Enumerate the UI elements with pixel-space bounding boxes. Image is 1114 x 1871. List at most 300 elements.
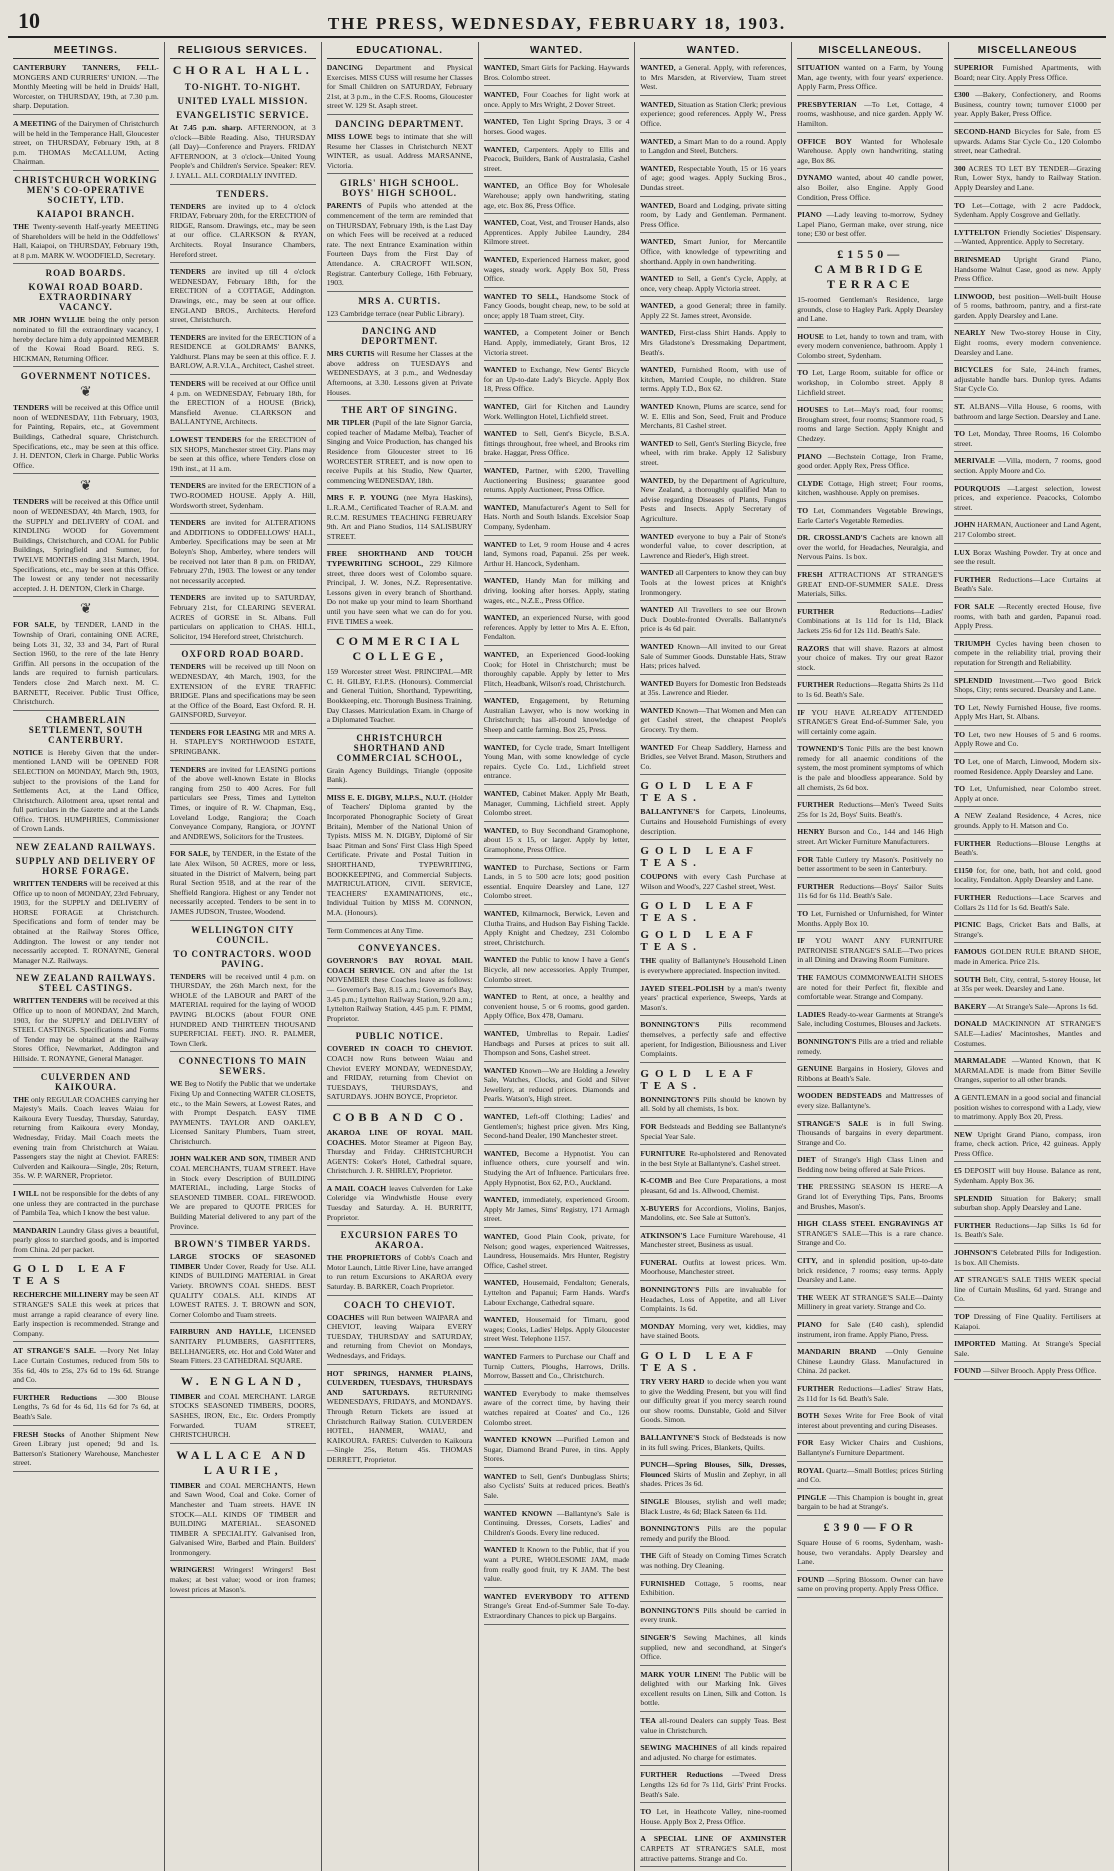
- divider: [484, 858, 630, 859]
- divider: [484, 571, 630, 572]
- advertisement: [797, 452, 943, 471]
- advertisement-lead: PUNCH—Spring Blouses, Silk, Dresses, Flounced: [640, 1460, 787, 1479]
- advertisement-text: and COAL MERCHANTS, Hewn and Sawn Wood, Coal and Coke. Corner of Manchester and Tuam streets. HAVE IN STOCK—ALL KINDS OF TIMBER and BUILDING MATERIAL. SEASONED TIMBER A SPECIALITY. Galvanised Iron, Galvanised Wire, Barbed and Plain. Builders' Ironmongery.: [169, 1480, 316, 1557]
- advertisement-text: FAMOUS COMMONWEALTH SHOES are noted for their Perfect fit, flexible and comfortable wear. Strange and Company.: [797, 972, 944, 1002]
- divider: [640, 894, 786, 895]
- divider: [170, 476, 316, 477]
- divider: [797, 1570, 943, 1571]
- advertisement-lead: A SPECIAL LINE OF AXMINSTER: [640, 1834, 787, 1844]
- advertisement-text: all-round Dealers can supply Teas. Best value in Christchurch.: [640, 1716, 787, 1735]
- advertisement-lead: DIET: [797, 1155, 816, 1165]
- divider: [797, 1251, 943, 1252]
- advertisement-text: —Recently erected House, five rooms, with bath and garden, Papanui road. Apply Press.: [954, 601, 1101, 631]
- advertisement-text: quality of Ballantyne's Household Linen is everywhere appreciated. Inspection invited.: [640, 956, 787, 975]
- divider: [640, 1738, 786, 1739]
- advertisement-text: Reductions—Lace Scarves and Collars 2s 11d for 1s 6d. Beath's Sale.: [954, 893, 1101, 912]
- divider: [327, 1364, 473, 1365]
- divider: [13, 1425, 159, 1426]
- advertisement-text: wanted on a Farm, by Young Man, age twenty, with four years' experience. Apply Farm, Press Office.: [797, 63, 944, 92]
- divider: [484, 85, 630, 86]
- divider: [797, 795, 943, 796]
- divider: [954, 861, 1101, 862]
- advertisement-text: For Cheap Saddlery, Harness and Bridles, see Velvet Brand. Mason, Struthers and Co.: [640, 742, 787, 771]
- divider: [954, 570, 1101, 571]
- advertisement: [640, 642, 786, 671]
- divider: [954, 196, 1101, 197]
- advertisement: [797, 744, 943, 792]
- divider: [484, 1540, 630, 1541]
- advertisement-text: TIMBER AND COAL MERCHANTS, TUAM STREET. Have in Stock every Description of BUILDING MATERIAL, including, Large Stocks of SEASONED TIMBER. COAL. FIREWOOD. We are prepared to QUOTE PRICES for Building Material delivered to any part of the Province.: [169, 1154, 316, 1231]
- advertisement: [640, 1149, 786, 1168]
- advertisement: [484, 1029, 630, 1058]
- divider: [640, 1665, 786, 1666]
- advertisement: [484, 292, 630, 321]
- divider: [954, 1189, 1101, 1190]
- divider: [797, 904, 943, 905]
- advertisement-lead: HOUSE: [797, 331, 824, 341]
- advertisement-lead: I WILL: [13, 1188, 39, 1198]
- advertisement-text: Tonic Pills are the best known remedy for all anaemic conditions of the system, the most prominent symptoms of which is the pale and bloodless appearance. Sold by all chemists, 2s 6d box.: [797, 744, 944, 792]
- advertisement: [797, 1182, 943, 1211]
- divider: [484, 112, 630, 113]
- advertisement-lead: A MEETING: [13, 118, 57, 128]
- column-heading: MEETINGS.: [13, 42, 159, 59]
- advertisement-lead: HIGH CLASS STEEL ENGRAVINGS AT: [797, 1219, 944, 1229]
- divider: [797, 1214, 943, 1215]
- section-subheading: CONNECTIONS TO MAIN SEWERS.: [178, 1056, 307, 1077]
- divider: [640, 600, 786, 601]
- advertisement-lead: FURTHER: [797, 606, 835, 616]
- divider: [640, 1062, 786, 1063]
- advertisement-text: —To Let, Cottage, 4 rooms, washhouse, and nice garden. Apply W. Hamilton.: [797, 99, 944, 128]
- advertisement-lead: ST.: [954, 402, 965, 412]
- advertisement: [797, 533, 943, 562]
- advertisement: [170, 1079, 316, 1146]
- advertisement: [327, 1253, 473, 1291]
- advertisement: [484, 90, 630, 109]
- advertisement-text: ON and after the 1st NOVEMBER these Coaches leave as follows:— Governor's Bay, 8.15 a.m.; Governor's Bay, 3.45 p.m.; Lyttelton Railway Station, 9.20 a.m.; Lyttelton Railway Station, 4.45 p.m. F. PIMM, Proprietor.: [326, 965, 473, 1023]
- advertisement: [13, 497, 159, 593]
- section-subheading: MRS A. CURTIS.: [358, 295, 441, 306]
- royal-crest-icon: ❦: [80, 385, 92, 401]
- advertisement: [797, 173, 943, 202]
- divider: [797, 1461, 943, 1462]
- advertisement: [954, 1002, 1101, 1012]
- advertisement: [640, 1020, 786, 1058]
- advertisement: [954, 484, 1101, 513]
- advertisement: [640, 1460, 786, 1489]
- advertisement: [640, 1834, 786, 1863]
- advertisement: [954, 602, 1101, 631]
- advertisement-text: to Purchase, Sections or Farm Lands, in 5 to 500 acre lots; good position essential. Enquire Dearsley and Lane, 127 Colombo street.: [483, 862, 630, 901]
- advertisement-text: Left-off Clothing; Ladies' and Gentlemen's; highest price given. Mrs King, Second-hand Dealer, 190 Manchester street.: [483, 1112, 630, 1141]
- advertisement-text: Let, in Heathcote Valley, nine-roomed House. Apply Box 2, Press Office.: [640, 1807, 787, 1826]
- advertisement: [170, 123, 316, 181]
- advertisement: [170, 1565, 316, 1594]
- divider: [797, 968, 943, 969]
- advertisement: [954, 1366, 1101, 1376]
- divider: [797, 327, 943, 328]
- divider: [640, 159, 786, 160]
- divider: [640, 1144, 786, 1145]
- divider: [797, 528, 943, 529]
- divider: [640, 95, 786, 96]
- section-subheading: SUPPLY AND DELIVERY OF HORSE FORAGE.: [15, 856, 157, 877]
- advertisement-lead: FREE SHORTHAND AND TOUCH TYPEWRITING SCHOOL,: [326, 549, 473, 568]
- advertisement: [797, 644, 943, 673]
- advertisement-text: Department and Physical Exercises. MISS CUSS will resume her Classes for Small Children on SATURDAY, February 21st, at 3 p.m., in the C.F.S. Rooms, Gloucester street W. 129 St. Asaph street.: [326, 63, 473, 111]
- divider: [640, 1574, 786, 1575]
- advertisement: [484, 218, 630, 247]
- advertisement: [13, 63, 159, 111]
- advertisement: [954, 1221, 1101, 1240]
- advertisement: [954, 730, 1101, 749]
- advertisement: [170, 849, 316, 916]
- advertisement: [640, 1204, 786, 1223]
- advertisement-lead: ROYAL: [797, 1465, 825, 1475]
- advertisement-lead: WANTED,: [483, 908, 519, 918]
- divider: [170, 374, 316, 375]
- advertisement-text: —Tweed Dress Lengths 12s 6d for 7s 11d, Girls' Print Frocks. Beath's Sale.: [640, 1770, 787, 1799]
- column-c3: [322, 42, 479, 1871]
- divider: [954, 671, 1101, 672]
- advertisement-lead: WANTED,: [483, 181, 519, 191]
- advertisement: [640, 1433, 786, 1452]
- advertisement-lead: OFFICE BOY: [797, 136, 852, 146]
- advertisement-text: Let, one of March, Linwood, Modern six-roomed Residence. Apply Dearsley and Lane.: [954, 757, 1101, 776]
- section-subheading: DANCING DEPARTMENT.: [335, 118, 465, 129]
- advertisement: [13, 403, 159, 470]
- advertisement: [954, 164, 1101, 193]
- advertisement-text: being the only person nominated to fill the extraordinary vacancy, I hereby declare him a duly appointed MEMBER of the Kowai Road Board. REG. S. HICKMAN, Returning Officer.: [13, 315, 159, 363]
- advertisement-text: Easy Wicker Chairs and Cushions, Ballantyne's Furniture Department.: [797, 1438, 944, 1457]
- divider: [954, 1379, 1101, 1380]
- advertisement-lead: WANTED,: [483, 218, 519, 228]
- advertisement: [327, 493, 473, 541]
- section-subheading: CHAMBERLAIN SETTLEMENT, SOUTH CANTERBURY.: [28, 714, 144, 745]
- advertisement-lead: TENDERS: [13, 497, 49, 507]
- divider: [484, 1587, 630, 1588]
- divider: [797, 474, 943, 475]
- divider: [640, 1455, 786, 1456]
- advertisement-text: Reductions—Ladies' Straw Hats, 2s 11d for 1s 6d. Beath's Sale.: [797, 1383, 944, 1403]
- divider: [797, 95, 943, 96]
- advertisement-text: Pills are invaluable for Headaches, Loss of Appetite, and all Liver Complaints. 1s 6d.: [640, 1285, 787, 1314]
- advertisement-text: NEW Zealand Residence, 4 Acres, nice grounds. Apply to H. Matson and Co.: [954, 811, 1101, 831]
- column-c6: [792, 42, 949, 1871]
- advertisement: [484, 1545, 630, 1583]
- advertisement-lead: MERIVALE: [954, 456, 995, 466]
- advertisement: [640, 402, 786, 431]
- advertisement-text: begs to intimate that she will Resume her Classes in Christchurch NEXT WINTER, as usual. Address MARSANNE, Victoria.: [326, 131, 473, 170]
- advertisement: [327, 63, 473, 111]
- advertisement-lead: FURNITURE: [640, 1149, 686, 1159]
- advertisement-text: Table Cutlery try Mason's. Positively no better assortment to be seen in Canterbury.: [797, 854, 944, 874]
- advertisement-text: —Only Genuine Chinese Laundry Glass. Manufactured in China. 2d packet.: [797, 1347, 944, 1376]
- advertisement: [640, 1095, 786, 1114]
- advertisement-text: are invited for ALTERATIONS and ADDITIONS to ODDFELLOWS' HALL, Amberley. Specifications may be seen at Mr Boleyn's Shop, Amberley, where tenders will be received not later than 8 p.m. on FRIDAY, February 27th, 1903. The lowest or any tender not necessarily accepted.: [169, 518, 316, 585]
- advertisement-text: are invited for the ERECTION of a RESIDENCE at GOLDRAMS' BANKS, Yaldhurst. Plans may be seen at this office. F. J. BARLOW, A.R.V.I.A., Architect, Cashel street.: [169, 332, 316, 371]
- advertisement-lead: COVERED IN COACH TO CHEVIOT.: [326, 1044, 473, 1054]
- divider: [170, 844, 316, 845]
- divider: [484, 1190, 630, 1191]
- advertisement-text: ACRES TO LET BY TENDER—Grazing Run, Lower Styx, handy to Railway Station. Apply Dearsley and Lane.: [954, 163, 1101, 192]
- advertisement-lead: MONDAY: [640, 1321, 675, 1331]
- advertisement-lead: TENDERS: [169, 764, 206, 774]
- divider: [640, 1519, 786, 1520]
- section-subheading: NEW ZEALAND RAILWAYS.: [15, 842, 156, 853]
- divider: [640, 839, 786, 840]
- divider: [797, 1488, 943, 1489]
- advertisement: [954, 703, 1101, 722]
- advertisement: [640, 1497, 786, 1516]
- advertisement: [797, 1293, 943, 1312]
- advertisement: [640, 274, 786, 293]
- advertisement: [640, 1716, 786, 1735]
- advertisement-lead: WANTED: [483, 365, 517, 375]
- divider: [640, 1428, 786, 1429]
- divider: [170, 760, 316, 761]
- advertisement: [640, 1770, 786, 1799]
- advertisement-text: —Bakery, Confectionery, and Rooms Business, country town; turnover £1000 per year. Apply Baker, Press Office.: [954, 90, 1101, 119]
- advertisement: [640, 872, 786, 891]
- divider: [484, 1310, 630, 1311]
- advertisement: [484, 1278, 630, 1307]
- advertisement: [327, 1369, 473, 1465]
- advertisement: [170, 593, 316, 641]
- advertisement: [954, 1130, 1101, 1159]
- divider: [954, 250, 1101, 251]
- advertisement: [327, 926, 473, 936]
- advertisement-text: Manufacturer's Agent to Sell for Hats. North and South Islands. Excelsior Soap Company, Sydenham.: [483, 502, 630, 531]
- advertisement-lead: FURTHER Reductions: [13, 1392, 98, 1402]
- advertisement-lead: WANTED: [640, 705, 674, 715]
- divider: [484, 498, 630, 499]
- advertisement-text: to Let—May's road, four rooms; Brougham street, four rooms; Stanmore road, 5 rooms and large Section. Apply Knight and Chedzey.: [797, 405, 944, 444]
- advertisement: [797, 1438, 943, 1457]
- divider: [170, 262, 316, 263]
- divider: [170, 1234, 316, 1235]
- advertisement: [484, 1389, 630, 1427]
- advertisement-lead: WANTED: [640, 605, 674, 615]
- advertisement-text: —Ballantyne's Sale is Continuing. Dresses, Corsets, Ladies' and Children's Goods. Every line reduced.: [483, 1508, 630, 1537]
- advertisement-lead: WANTED KNOWN: [483, 1508, 553, 1518]
- advertisement-text: (Holder of Teachers' Diploma granted by the Incorporated Phonographic Society of Great Britain), Member of the National Union of Typists. MISS M. N. DIGBY, Diplomé of Sir Isaac Pitman and Sons' First Class High Speed Certificate. Private and Postal Tuition in SHORTHAND, TYPEWRITING, BOOKKEEPING, and Commercial Subjects. MATRICULATION, CIVIL SERVICE, TEACHERS' EXAMINATIONS, etc., Individual Tuition by MISS M. CONNON, M.A. (Honours).: [326, 792, 473, 917]
- advertisement-lead: BALLANTYNE'S: [640, 807, 700, 817]
- advertisement: [484, 1112, 630, 1141]
- divider: [484, 1061, 630, 1062]
- advertisement: [640, 1258, 786, 1277]
- advertisement-lead: TO: [954, 429, 965, 439]
- advertisement-text: Become a Hypnotist. You can influence others, cure yourself and win. Studying the Art of Influence. Particulars free. Apply Hypnotist, Box 62, P.O., Auckland.: [483, 1148, 630, 1187]
- advertisement-lead: DONALD: [954, 1019, 988, 1029]
- advertisement: [797, 1256, 943, 1285]
- advertisement-text: by TENDER, LAND in the Township of Orari, containing ONE ACRE, being Lots 31, 32, 33 and 34, Part of Rural Section 1960, to the rere of the late Henry Griffin. All persons in the occupation of the lands are required to furnish particulars. Tenders close 2nd March next. M. C. BARNETT, Receiver. Public Trust Office, Christchurch.: [13, 620, 159, 707]
- divider: [640, 360, 786, 361]
- advertisement-lead: CLYDE: [797, 478, 824, 488]
- divider: [640, 323, 786, 324]
- divider: [13, 473, 159, 474]
- advertisement: [484, 789, 630, 818]
- advertisement-text: Pills should be known by all. Sold by all chemists, 1s box.: [640, 1094, 787, 1114]
- advertisement-text: to Let, 9 room House and 4 acres land, Symons road, Papanui. 25s per week. Arthur H. Hancock, Sydenham.: [483, 539, 630, 568]
- section-subheading: OXFORD ROAD BOARD.: [181, 649, 305, 660]
- advertisement: [640, 164, 786, 193]
- divider: [484, 608, 630, 609]
- advertisement-text: (nee Myra Haskins), L.R.A.M., Certificated Teacher of R.A.M. and R.C.M. RESUMES TEACHING FEBRUARY 9th. Art and Piano Studios, 114 SALISBURY STREET.: [326, 493, 473, 541]
- divider: [954, 1014, 1101, 1015]
- advertisement-lead: WANTED,: [483, 1028, 519, 1038]
- advertisement: [484, 826, 630, 855]
- divider: [954, 479, 1101, 480]
- advertisement-text: LICENSED SANITARY PLUMBERS, GASFITTERS, BELLHANGERS, etc. Hot and Cold Water and Steam Fitters. 23 CATHEDRAL SQUARE.: [169, 1327, 316, 1366]
- page-number: 10: [18, 8, 40, 33]
- advertisement-text: of Pupils who attended at the commencement of the term are reminded that on THURSDAY, February 19th, is the Last Day on which Fees will be received at a reduced rate. The next Entrance Examination within Fourteen Days from the First Day of Attendance. A. CRACROFT WILSON, Registrar. Canterbury College, 16th February, 1903.: [326, 201, 473, 288]
- advertisement-lead: WANTED: [640, 402, 674, 412]
- section-subheading: CHORAL HALL.: [172, 63, 313, 77]
- advertisement-lead: WANTED: [640, 678, 674, 688]
- advertisement: [327, 1128, 473, 1176]
- divider: [640, 1866, 786, 1867]
- display-advert-heading: GOLD LEAF TEAS.: [640, 929, 759, 954]
- divider: [327, 544, 473, 545]
- advertisement-text: is in full Swing. Thousands of bargains in every department. Strange and Co.: [797, 1118, 944, 1147]
- advertisement-lead: SPLENDID: [954, 675, 993, 685]
- advertisement-lead: SECOND-HAND: [954, 126, 1011, 136]
- advertisement-text: Coat, Vest, and Trouser Hands, also Apprentices. Apply Jubilee Laundry, 284 Kilmore street.: [483, 218, 630, 247]
- divider: [640, 1171, 786, 1172]
- divider: [954, 1161, 1101, 1162]
- advertisement-text: for Sale, 24-inch frames, adjustable handle bars. Dunlop tyres. Adams Star Cycle Co.: [954, 365, 1101, 394]
- advertisement: [327, 132, 473, 170]
- advertisement: [640, 439, 786, 468]
- advertisement-text: Pills are the popular remedy and purify the Blood.: [640, 1524, 787, 1543]
- advertisement-text: Lace Furniture Warehouse, 41 Manchester street, Business as usual.: [640, 1230, 787, 1250]
- advertisement-lead: WANTED,: [483, 1278, 519, 1288]
- advertisement: [797, 295, 943, 324]
- advertisement: [640, 100, 786, 129]
- section-subheading: ROAD BOARDS.: [45, 268, 127, 279]
- advertisement: [170, 728, 316, 757]
- section-subheading: £1550—CAMBRIDGE TERRACE: [814, 246, 927, 291]
- advertisement: [484, 955, 630, 984]
- advertisement-text: Reductions—Ladies' Combinations at 1s 11d for 1s 11d, Black Jackets 25s 6d for 12s 11d. Beath's Sale.: [797, 606, 944, 635]
- divider: [170, 328, 316, 329]
- divider: [640, 1765, 786, 1766]
- advertisement: [327, 956, 473, 1023]
- advertisement: [954, 1019, 1101, 1048]
- advertisement-text: First-class Shirt Hands. Apply to Mrs Gladstone's Dressmaking Department, Beath's.: [640, 328, 787, 357]
- advertisement-text: Strange's Great End-of-Summer Sale To-day. Extraordinary Chances to pick up Bargains.: [483, 1601, 630, 1620]
- advertisement: [640, 1633, 786, 1662]
- advertisement: [484, 650, 630, 688]
- advertisement-lead: SINGLE: [640, 1496, 670, 1506]
- divider: [797, 675, 943, 676]
- advertisement: [954, 255, 1101, 284]
- advertisement-lead: PIANO: [797, 451, 822, 461]
- advertisement-lead: MRS CURTIS: [326, 349, 375, 359]
- divider: [484, 987, 630, 988]
- advertisement: [170, 1392, 316, 1440]
- divider: [327, 629, 473, 630]
- advertisement: [640, 1807, 786, 1826]
- advertisement-text: It Known to the Public, that if you want a PURE, WHOLESOME JAM, made from really good fruit, try K JAM. The best value.: [483, 1545, 630, 1584]
- advertisement-lead: FURNISHED: [640, 1578, 686, 1588]
- advertisement: [954, 784, 1101, 803]
- divider: [954, 597, 1101, 598]
- divider: [327, 921, 473, 922]
- divider: [170, 1051, 316, 1052]
- divider: [954, 451, 1101, 452]
- advertisement-lead: HENRY: [797, 827, 825, 837]
- advertisement-text: Bags, Cricket Bats and Balls, at Strange's.: [954, 920, 1101, 939]
- advertisement-text: AFTERNOON, at 3 o'clock—Bible Reading. Also, THURSDAY (all Day)—Conference and Prayers. FRIDAY AFTERNOON, at 3 o'clock—United Young People's and Children's Service. Speaker: REV. J. LYALL. ALL CORDIALLY INVITED.: [169, 123, 316, 180]
- divider: [640, 471, 786, 472]
- advertisement-lead: WANTED,: [483, 90, 519, 100]
- advertisement-lead: PICNIC: [954, 920, 982, 930]
- advertisement: [13, 1226, 159, 1255]
- divider: [170, 513, 316, 514]
- divider: [327, 400, 473, 401]
- divider: [327, 291, 473, 292]
- advertisement-text: Bedsteads and Bedding see Ballantyne's Special Year Sale.: [640, 1121, 787, 1141]
- advertisement-text: not be responsible for the debts of any one unless they are contracted in the purchase of Pambila Tea, which I know the best value.: [13, 1188, 159, 1218]
- divider: [13, 1341, 159, 1342]
- advertisement-text: All Travellers to see our Brown Duck Double-fronted Overalls. Ballantyne's price is 4s 6d pair.: [640, 605, 787, 634]
- advertisement-text: Reductions—Boys' Sailor Suits 11s 6d for 6s 11d. Beath's Sale.: [797, 881, 944, 901]
- divider: [797, 1342, 943, 1343]
- section-subheading: EVANGELISTIC SERVICE.: [176, 110, 310, 120]
- advertisement: [170, 518, 316, 585]
- advertisement-text: —Lady leaving to-morrow, Sydney Lapel Piano, German make, over strung, nice tone; £30 or best offer.: [797, 210, 944, 239]
- advertisement: [484, 863, 630, 901]
- advertisement-text: Let, Furnished or Unfurnished, for Winter Months. Apply Box 10.: [797, 909, 944, 928]
- advertisement: [327, 549, 473, 626]
- advertisement-lead: TO: [640, 1807, 652, 1817]
- advertisement-text: Gift of Steady on Coming Times Scratch was nothing. Dry Cleaning.: [640, 1551, 787, 1570]
- advertisement: [797, 506, 943, 525]
- advertisement: [797, 1119, 943, 1148]
- divider: [170, 430, 316, 431]
- advertisement-text: Respectable Youth, 15 or 16 years of age; good wages. Apply Sucking Bros., Dundas street.: [640, 163, 787, 192]
- section-subheading: GOVERNMENT NOTICES.: [20, 371, 152, 382]
- divider: [797, 1086, 943, 1087]
- advertisement-text: for Sale (£40 cash), splendid instrument, iron frame. Apply Piano, Press.: [797, 1320, 944, 1339]
- advertisement-lead: BONNINGTON'S: [640, 1020, 700, 1030]
- divider: [327, 728, 473, 729]
- advertisement-lead: SUPERIOR: [954, 63, 994, 72]
- advertisement: [797, 368, 943, 397]
- advertisement-text: MACKINNON AT STRANGE'S SALE—Ladies' Macintoshes, Mantles and Costumes.: [954, 1019, 1101, 1048]
- divider: [640, 196, 786, 197]
- advertisement-text: by a man's twenty years' practical experience, Sweeps, Yards at Mason's.: [640, 983, 787, 1012]
- divider: [797, 1379, 943, 1380]
- section-subheading: COBB AND CO.: [332, 1109, 467, 1124]
- advertisement: [13, 620, 159, 706]
- advertisement-text: Engagement, by Returning Australian Lawyer, who is now working in Christchurch; has all-round knowledge of Sheep and cattle farming. Box 25, Press.: [483, 696, 630, 735]
- advertisement-text: Buyers for Domestic Iron Bedsteads at 35s. Lawrence and Rieder.: [640, 678, 787, 698]
- advertisement-text: MONGERS AND CURRIERS' UNION. —The Monthly Meeting will be held in Druids' Hall, Worcester, on THURSDAY, 19th, at 7.30 p.m. sharp. Deputation.: [13, 72, 159, 111]
- advertisement-lead: FRESH Stocks: [13, 1429, 65, 1439]
- advertisement-lead: NOTICE: [13, 747, 43, 757]
- advertisement-text: will be received until 4 p.m. on THURSDAY, the 26th March next, for the WHOLE of the LABOUR and PART of the MATERIAL required for the laying of WOOD PAVING BLOCKS (about FOUR ONE HUNDRED AND THIRTEEN THOUSAND SUPERFICIAL FEET). JNO. R. PALMER, Town Clerk.: [169, 971, 316, 1048]
- advertisement: [640, 1285, 786, 1314]
- advertisement: [954, 520, 1101, 539]
- advertisement-lead: WANTED: [483, 992, 517, 1002]
- advertisement: [954, 975, 1101, 994]
- advertisement-lead: TO: [954, 200, 965, 210]
- divider: [797, 447, 943, 448]
